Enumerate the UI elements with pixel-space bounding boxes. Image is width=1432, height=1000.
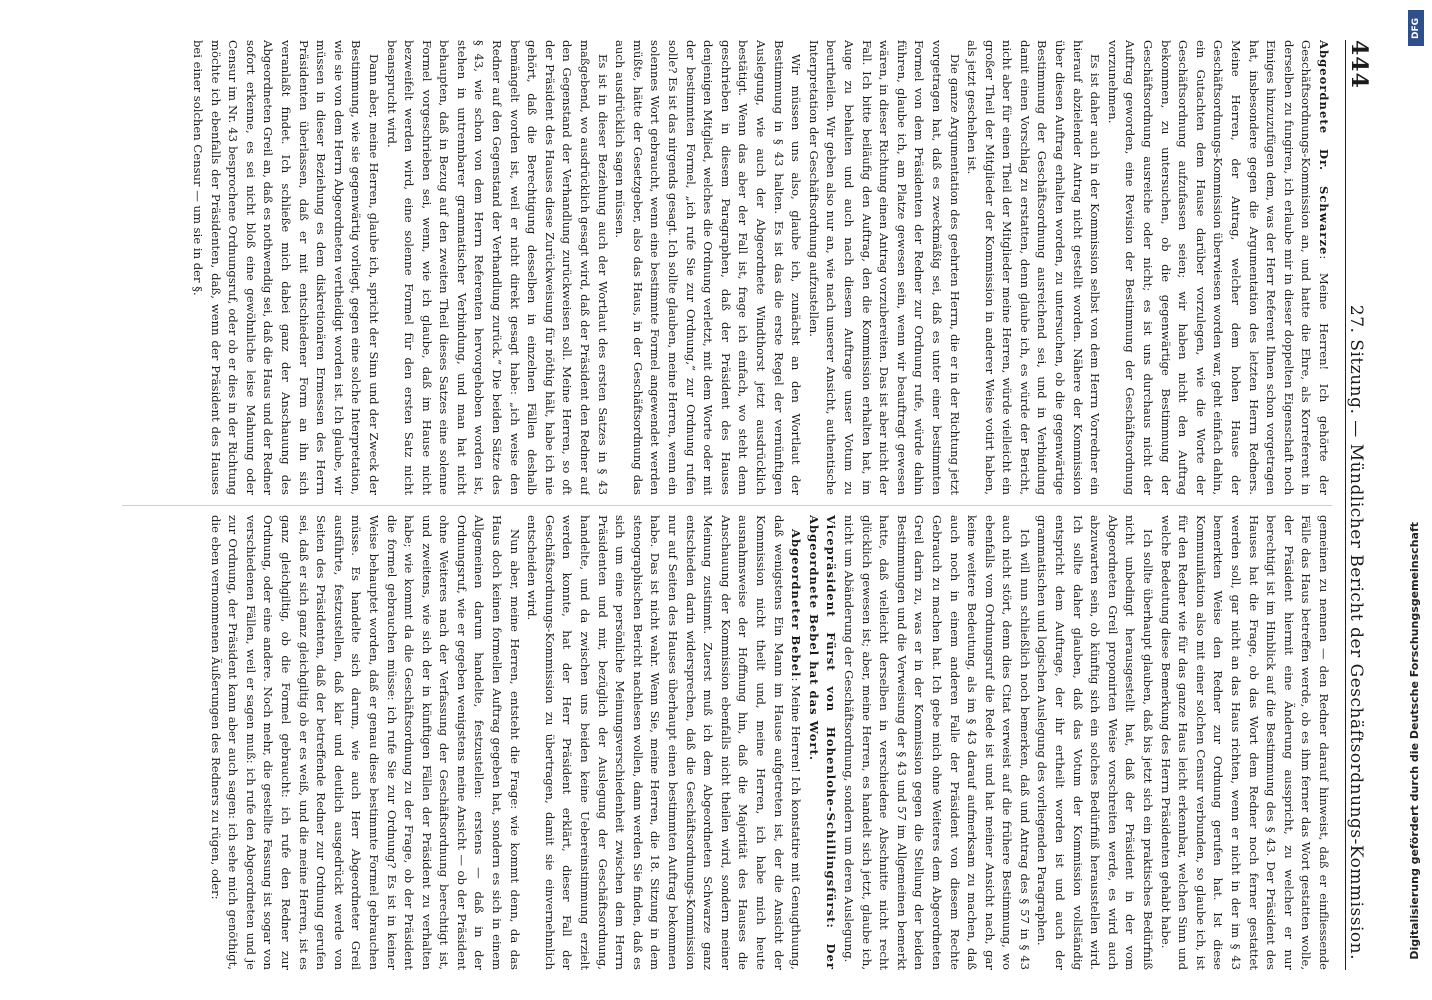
paragraph-text: : Meine Herren! Ich gehörte der Geschäftsordnungs-Kommission an, und hatte die Ehre, als Korreferent in derselben zu fungiren, ich erlaube mir in dieser doppelten Eigenschaft noch Einiges hinzuzufügen dem, was der Herr Referent Ihnen schon vorgetragen hat, insbesondere gegen die Argumentation des letzten Herrn Redners. Meine Herren, der Antrag, welcher dem hohen Hause der Geschäftsordnungs-Kommission überwiesen worden war, geht einfach dahin, ein Gutachten dem Hause darüber vorzulegen, wie die Worte der Geschäftsordnung aufzufassen seien; wir haben nicht den Auftrag bekommen, zu untersuchen, ob die gegenwärtige Bestimmung der Geschäftsordnung ausreiche oder nicht; es ist uns durchaus nicht der Auftrag geworden, eine Revision der Bestimmung der Geschäftsordnung vorzunehmen. bbox=[1105, 40, 1331, 495]
paragraph bbox=[839, 515, 1033, 970]
paragraph bbox=[523, 515, 805, 970]
paragraph-text: Dann aber, meine Herren, glaube ich, spricht der Sinn und der Zweck der Bestimmung, wie sie gegenwärtig vorliegt, gegen eine solche Interpretation, wie sie von dem Herrn Abgeordneten vertheidigt worden ist. Ich glaube, wir müssen in dieser Beziehung es dem diskretionären Ermessen des Herrn Präsidenten überlassen, daß er mit entschiedener Form an ihn sich veranlaßt findet. Ich schließe mich dabei ganz der Anschauung des Abgeordneten Greil an, daß es nothwendig sei, daß die Haus und der Redner sofort erkenne, es sei nicht bloß eine gewöhnliche leise Mahnung oder Censur im Nr. 43 besprochene Ordnungsruf, oder ob er dies in der Richtung möchte ich ebenfalls der Präsidenten, daß, wenn der Präsident des Hauses bei einer solchen Censur — um sie in der §. bbox=[191, 40, 381, 495]
paragraph bbox=[1033, 515, 1156, 970]
paragraph-text: Es ist daher auch in der Kommission selbst von dem Herrn Vorredner ein hierauf abzielender Antrag nicht gestellt worden. Nähere der Kommission über diesen Auftrag erhalten worden, zu untersuchen, ob die gegenwärtige Bestimmung der Geschäftsordnung ausreichend sei, und in Verbindung damit einen Vorschlag zu erstatten, denn glaube ich, es würde der Bericht, nicht aber für einen Theil der Mitglieder meine Herren, würde vielleicht ein großer Theil der Mitglieder der Kommission in anderer Weise votirt haben, als jetzt geschehen ist. bbox=[965, 40, 1103, 495]
paragraph-text: Nun aber, meine Herren, entsteht die Frage: wie kommt denn, da das Haus doch keinen formellen Auftrag gegeben hat, sondern es sich in einem Allgemeinen darum handelte, festzustellen: erstens — daß in der Ordnungsruf, wie er gegeben wenigstens meine Ansicht — ob der Präsident ohne Weiteres nach der Verfassung der Geschäftsordnung berechtigt ist, und zweitens, wie sich der in künftigen Fällen der Präsident zu verhalten habe; wie kommt da die Geschäftsordnung zu der Frage, ob der Präsident die formel gebrauchen müsse: ich rufe Sie zur Ordnung? Es ist in keiner Weise behauptet worden, daß er genau diese bestimmte Formel gebrauchen müsse. Es handelte sich darum, wie auch Herr Abgeordneter Greil ausführte, festzustellen, daß klar und deutlich ausgedrückt werde von Seiten des Präsidenten, daß der betreffende Redner zur Ordnung gerufen sei, daß er sich ganz gleichgiltig ob er es weiß, und die meine Herren, ist es ganz gleichgiltig, ob die Formel gebraucht: ich rufe den Redner zur Ordnung, oder eine andere. Noch mehr, die gestellte Fassung ist sogar von verschiedenen Fällen, weil er sagen muß: ich rufe den Abgeordneten und je zur Ordnung, der Präsident kann aber auch sagen: ich sehe mich genöthigt, die eben vernommenen Äußerungen des Redners zu rügen, oder: bbox=[208, 515, 522, 970]
paragraph bbox=[188, 40, 382, 495]
dfg-logo: DFG bbox=[1408, 10, 1424, 46]
digitization-note bbox=[1406, 0, 1424, 960]
paragraph-text: gemeinen zu nennen — den Redner darauf hinweist, daß er einfliessende Fälle das Haus betreffen werde, ob es ihm ferner das Wort gestatten wolle, der Präsident hiermit eine Änderung ausspricht, zu welcher er nur berechtigt ist im Hinblick auf die Bestimmung des § 43. Der Präsident des Hauses hat die Frage, ob das Wort dem Redner noch ferner gestattet werden soll, gar nicht an das Haus richten, wenn er nicht in der im § 43 bemerkten Weise den Redner zur Ordnung gerufen hat. Ist diese Kommunikation also mit einer solchen Censur verbunden, so glaube ich, ist für den Redner wie für das ganze Haus leicht erkennbar, welchen Sinn und welche Bedeutung diese Bemerkung des Herrn Präsidenten gehabt habe. bbox=[1158, 515, 1331, 970]
funding-note-text: Digitalisierung gefördert durch die Deutsche Forschungsgemeinschaft bbox=[1408, 522, 1421, 960]
page-number: 444 bbox=[1346, 40, 1372, 89]
right-column bbox=[122, 515, 1332, 970]
paragraph bbox=[206, 515, 523, 970]
paragraph bbox=[963, 40, 1104, 495]
paragraph-text: Wir müssen uns also, glaube ich, zunächst an den Wortlaut der Bestimmung in § 43 halten. Es ist das die erste Regel der vernünftigen Auslegung, wie auch der Abgeordnete Windthorst jetzt ausdrücklich bestätigt. Wenn das aber der Fall ist, frage ich einfach, wo steht denn geschrieben in diesem Paragraphen, daß der Präsident des Hauses denjenigen Mitglied, welches die Ordnung verletzt, mit dem Worte oder mit der bestimmten Formel, „ich rufe Sie zur Ordnung,“ zur Ordnung rufen solle? Es ist das nirgends gesagt. Ich sollte glauben, meine Herren, wenn ein solennes Wort gebraucht, wenn eine bestimmte Formel angewendet werden müßte, hätte der Gesetzgeber, also das Haus, in der Geschäftsordnung das auch ausdrücklich sagen müssen. bbox=[613, 40, 804, 495]
paragraph-text: Ich will nun schließlich noch bemerken, daß und Antrag des § 57 in § 43 auch nicht stört, denn dies Citat verweist auf die frühere Bestimmung, wo ebenfalls vom Ordnungsruf die Rede ist und hat meiner Ansicht nach, gar keine weitere Bedeutung, als im § 43 darauf aufmerksam zu machen, daß auch noch in einem anderen Falle der Präsident von diesem Rechte Gebrauch zu machen hat. Ich gebe mich ohne Weiteres dem Abgeordneten Greil darin zu, was er in der Kommission gegen die Stellung der beiden Bestimmungen und die Verweisung der § 43 und 57 im Allgemeinen bemerkt hatte, daß vielleicht derselben in verschiedene Abschnitte nicht recht glücklich gewesen ist; aber, meine Herren, es handelt sich jetzt, glaube ich, nicht um Abänderung der Geschäftsordnung, sondern um deren Auslegung. bbox=[841, 515, 1032, 970]
speaker-name: Abgeordnete Dr. Schwarze bbox=[1317, 40, 1331, 256]
left-column bbox=[122, 40, 1332, 495]
speaker-name: Abgeordneter Bebel bbox=[789, 529, 804, 678]
running-head: 27. Sitzung. — Mündlicher Bericht der Geschäftsordnungs-Kommission. bbox=[1346, 304, 1366, 960]
paragraph bbox=[1156, 515, 1332, 970]
paragraph bbox=[382, 40, 611, 495]
speaker-name: Vicepräsident Fürst von Hohenlohe-Schillingsfürst: Der Abgeordnete Bebel hat das Wort. bbox=[806, 515, 839, 970]
paragraph bbox=[611, 40, 805, 495]
speaker-announcement bbox=[804, 515, 839, 970]
paragraph bbox=[1103, 40, 1332, 495]
paragraph-text: Ich sollte überhaupt glauben, daß bis jetzt sich ein praktisches Bedürfniß nicht unbedingt herausgestellt hat, daß der Präsident in der vom Abgeordneten Greil proponirten Weise vorschreiten werde, es wird auch abzuwarten sein, ob künftig sich ein solches Bedürfniß herausstellen wird. Ich sollte daher glauben, daß das Votum der Kommission vollständig entspricht dem Auftrage, der ihr ertheilt worden ist und auch der grammatischen und logischen Auslegung des vorliegenden Paragraphen. bbox=[1035, 515, 1156, 970]
paragraph-text: Die ganze Argumentation des geehrten Herrn, die er in der Richtung jetzt vorgetragen hat, daß es zweckmäßig sei, daß es unter einer bestimmten Formel von dem Präsidenten der Redner zur Ordnung rufe, würde dahin führen, glaube ich, am Platze gewesen sein, wenn wir beauftragt gewesen wären, in dieser Richtung einen Antrag vorzubereiten. Das ist aber nicht der Fall. Ich bitte beiläufig den Auftrag, den die Kommission erhalten hat, im Auge zu behalten und auch nach diesem Auftrage unser Votum zu beurtheilen. Wir geben also nur an, wie nach unserer Ansicht, authentische Interpretation der Geschäftsordnung aufzustellen. bbox=[806, 40, 962, 495]
column-divider bbox=[122, 505, 1332, 506]
paragraph-text: Es ist in dieser Beziehung auch der Wortlaut des ersten Satzes in § 43 maßgebend, wo ausdrücklich gesagt wird, daß der Präsident den Redner auf den Gegenstand der Verhandlung zurückweisen soll. Meine Herren, so oft der Präsident des Hauses diese Zurückweisung für nöthig hält, habe ich nie gehört, daß die Berechtigung desselben in einzelnen Fällen deshalb bemängelt worden ist, weil er nicht direkt gesagt habe: „ich weise den Redner auf den Gegenstand der Verhandlung zurück.“ Die beiden Sätze des § 43, wie schon von dem Herrn Referenten hervorgehoben worden ist, stehen in untrennbarer grammatischer Verbindung, und man hat nicht behaupten, daß in Bezug auf den zweiten Theil dieses Satzes eine solenne Formel vorgeschrieben sei, wenn, wie ich glaube, daß im Hause nicht bezweifelt werden wird, eine solenne Formel für den ersten Satz nicht beansprucht wird. bbox=[384, 40, 610, 495]
paragraph-text: : Meine Herren! Ich konstatire mit Genugthuung, daß wenigstens Ein Mann im Hause aufgetreten ist, der die Ansicht der Kommission nicht theilt und, meine Herren, ich habe mich heute ausnahmsweise der Hoffnung hin, daß die Majorität des Hauses die Anschauung der Kommission ebenfalls nicht theilen wird, sondern meiner Meinung zustimmt. Zuerst muß ich dem Abgeordneten Schwarze ganz entschieden darin widersprechen, daß die Geschäftsordnungs-Kommission nur auf Seiten des Hauses überhaupt einen bestimmten Auftrag bekommen habe. Das ist nicht wahr. Wenn Sie, meine Herren, die 18. Sitzung in dem stenographischen Bericht nachlesen wollen, dann werden Sie finden, daß es sich um eine persönliche Meinungsverschiedenheit zwischen dem Herrn Präsidenten und mir, bezüglich der Auslegung der Geschäftsordnung, handelte, und da zwischen uns beiden keine Uebereinstimmung erzielt werden konnte, hat der Herr Präsident erklärt, dieser Fall der Geschäftsordnungs-Kommission zu übertragen, damit sie einvernehmlich entscheiden wird. bbox=[525, 515, 804, 970]
page-header bbox=[1345, 40, 1382, 970]
paragraph bbox=[804, 40, 962, 495]
